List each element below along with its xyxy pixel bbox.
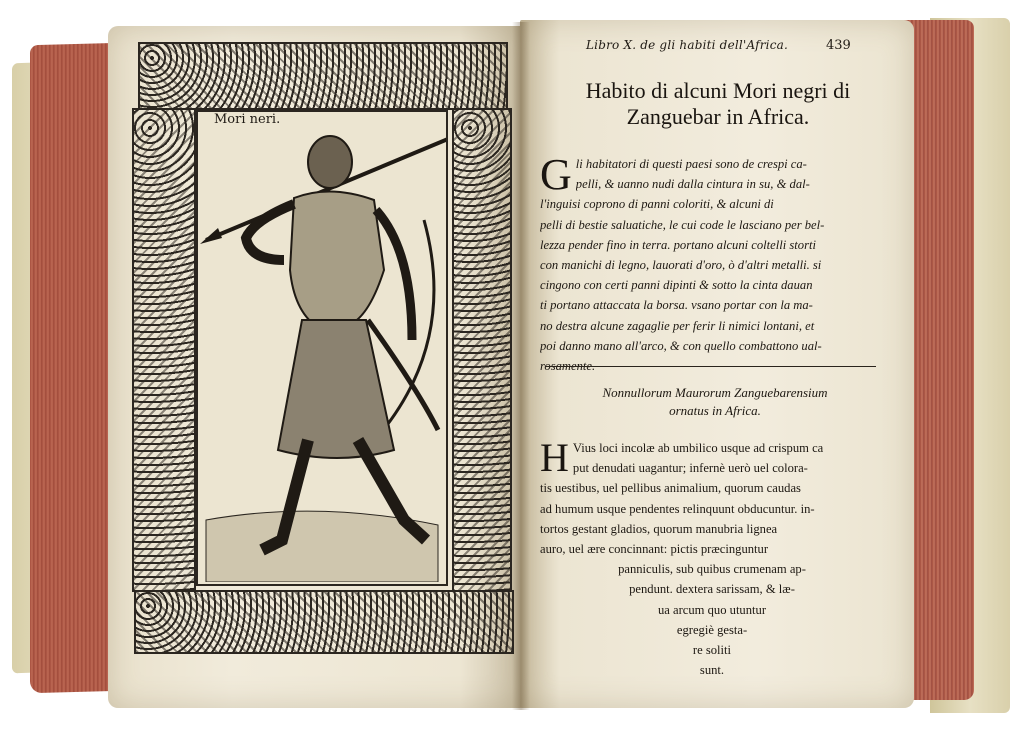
woodcut-figure <box>198 120 446 582</box>
italian-dropcap: G <box>540 150 572 199</box>
page-number: 439 <box>826 38 851 53</box>
latin-line: tortos gestant gladios, quorum manubria lignea <box>540 521 778 536</box>
book-gutter <box>512 22 530 710</box>
italian-paragraph <box>540 150 884 376</box>
right-page-edges <box>904 20 974 700</box>
latin-title-line-2: ornatus in Africa. <box>669 403 761 418</box>
latin-taper-line: sunt. <box>699 663 725 678</box>
latin-paragraph <box>540 435 884 680</box>
latin-taper-line: panniculis, sub quibus crumenam ap- <box>618 562 806 577</box>
latin-line: tis uestibus, uel pellibus animalium, quorum caudas <box>540 481 801 496</box>
italian-line: pelli, & uanno nudi dalla cintura in su, & dal- <box>575 177 810 192</box>
latin-title <box>560 384 870 420</box>
page-title-line-1: Habito di alcuni Mori negri di <box>585 78 851 103</box>
latin-line: ad humum usque pendentes relinquunt obducuntur. in- <box>540 501 815 516</box>
latin-taper-line: egregiè gesta- <box>676 622 748 637</box>
ornamental-border-right <box>452 108 512 592</box>
section-divider <box>546 366 876 367</box>
italian-line: l'inguisi coprono di panni coloriti, & alcuni di <box>540 197 774 212</box>
latin-taper-line: ua arcum quo utuntur <box>657 602 767 617</box>
latin-line: Vius loci incolæ ab umbilico usque ad crispum ca <box>572 441 824 455</box>
italian-line: poi danno mano all'arco, & con quello combattono ual- <box>540 338 822 353</box>
figure-head <box>308 136 352 188</box>
figure-skirt <box>278 320 394 458</box>
italian-line: lezza pender fino in terra. portano alcuni coltelli storti <box>540 237 816 252</box>
latin-dropcap: H <box>540 435 569 480</box>
italian-line: li habitatori di questi paesi sono de crespi ca- <box>575 157 807 171</box>
latin-line: put denudati uagantur; infernè uerò uel colora- <box>572 461 808 476</box>
italian-line: rosamente. <box>540 359 596 374</box>
italian-line: no destra alcune zagaglie per ferir li nimici lontani, et <box>540 318 815 333</box>
ornamental-border-top <box>138 42 508 110</box>
latin-taper-line: pendunt. dextera sarissam, & læ- <box>629 582 795 597</box>
figure-torso <box>290 191 384 326</box>
italian-line: pelli di bestie saluatiche, le cui code le lasciano per bel- <box>540 217 825 232</box>
ornamental-border-left <box>132 108 196 592</box>
figure-caption: Mori neri. <box>214 112 281 127</box>
latin-title-line-1: Nonnullorum Maurorum Zanguebarensium <box>602 385 828 400</box>
italian-line: con manichi di legno, lauorati d'oro, ò d'altri metalli. si <box>540 258 822 273</box>
figure-left-arm <box>246 204 294 260</box>
page-title <box>548 78 888 130</box>
page-title-line-2: Zanguebar in Africa. <box>626 104 810 129</box>
spear-tip <box>200 228 222 244</box>
italian-line: cingono con certi panni dipinti & sotto la cinta dauan <box>540 278 813 293</box>
latin-line: auro, uel ære concinnant: pictis præcinguntur <box>540 542 769 557</box>
latin-taper-line: re soliti <box>692 643 732 658</box>
ornamental-border-bottom <box>134 590 514 654</box>
running-head: Libro X. de gli habiti dell'Africa. <box>586 38 788 52</box>
italian-line: ti portano attaccata la borsa. vsano portar con la ma- <box>540 298 813 313</box>
